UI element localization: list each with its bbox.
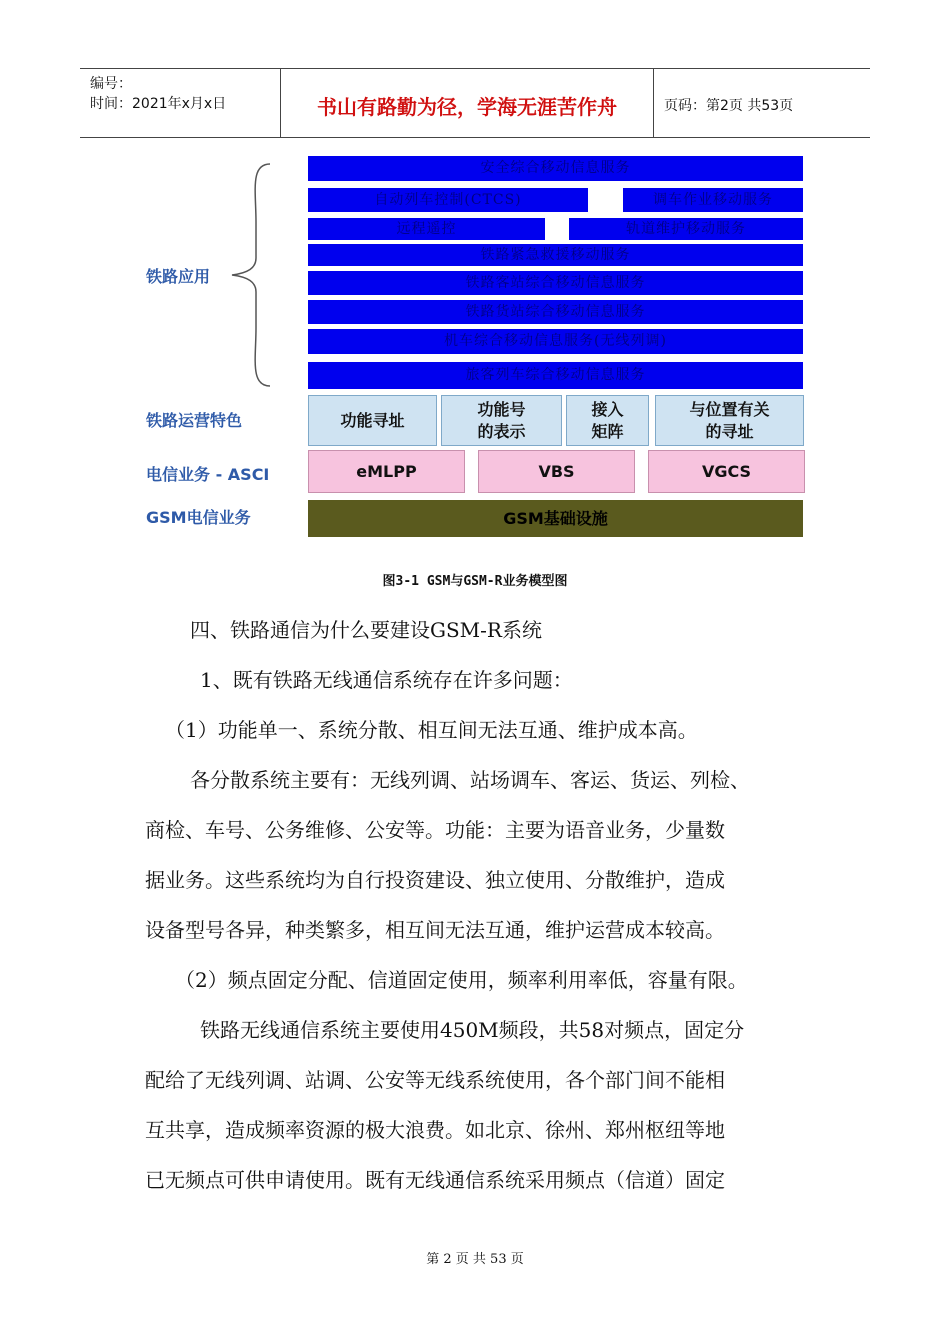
app-bar-ctcs: 自动列车控制(CTCS) [308, 188, 588, 212]
paragraph-line: 铁路无线通信系统主要使用450M频段，共58对频点，固定分 [200, 1018, 745, 1042]
header-left-cell [80, 69, 281, 137]
app-bar-passenger-train: 旅客列车综合移动信息服务 [308, 362, 803, 389]
paragraph-line: 互共享，造成频率资源的极大浪费。如北京、徐州、郑州枢纽等地 [145, 1118, 725, 1142]
page-info: 页码：第2页 共53页 [664, 98, 794, 114]
app-bar-passenger-station: 铁路客站综合移动信息服务 [308, 271, 803, 295]
paragraph-line: 据业务。这些系统均为自行投资建设、独立使用、分散维护，造成 [145, 868, 725, 892]
paragraph-line: 配给了无线列调、站调、公安等无线系统使用，各个部门间不能相 [145, 1068, 725, 1092]
telecom-vbs: VBS [478, 450, 635, 493]
label-asci: 电信业务 - ASCI [146, 465, 270, 484]
figure-caption: 图3-1 GSM与GSM-R业务模型图 [382, 574, 568, 589]
paragraph-line: （1）功能单一、系统分散、相互间无法互通、维护成本高。 [165, 718, 698, 742]
gsm-infrastructure: GSM基础设施 [308, 500, 803, 537]
header-center-cell [281, 69, 654, 137]
feature-location-addressing: 与位置有关 的寻址 [655, 395, 804, 446]
app-bar-locomotive: 机车综合移动信息服务(无线列调) [308, 329, 803, 354]
brace-icon [228, 162, 272, 388]
telecom-vgcs: VGCS [648, 450, 805, 493]
app-bar-freight-station: 铁路货站综合移动信息服务 [308, 300, 803, 324]
paragraph-line: 各分散系统主要有：无线列调、站场调车、客运、货运、列检、 [190, 768, 750, 792]
paragraph-line: （2）频点固定分配、信道固定使用，频率利用率低，容量有限。 [175, 968, 748, 992]
app-bar-track: 轨道维护移动服务 [569, 218, 803, 240]
app-bar-shunting: 调车作业移动服务 [623, 188, 803, 212]
section-heading: 四、铁路通信为什么要建设GSM-R系统 [190, 618, 542, 642]
header-right-cell [654, 69, 870, 137]
paragraph-line: 已无频点可供申请使用。既有无线通信系统采用频点（信道）固定 [145, 1168, 725, 1192]
paragraph-line: 1、既有铁路无线通信系统存在许多问题： [200, 668, 573, 692]
label-gsm: GSM电信业务 [146, 508, 251, 527]
motto: 书山有路勤为径，学海无涯苦作舟 [317, 95, 617, 119]
paragraph-line: 设备型号各异，种类繁多，相互间无法互通，维护运营成本较高。 [145, 918, 725, 942]
paragraph-line: 商检、车号、公务维修、公安等。功能：主要为语音业务，少量数 [145, 818, 725, 842]
time-label: 时间：2021年x月x日 [90, 96, 227, 112]
page-footer: 第 2 页 共 53 页 [426, 1252, 524, 1267]
app-bar-remote: 远程遥控 [308, 218, 545, 240]
app-bar-safety: 安全综合移动信息服务 [308, 156, 803, 181]
telecom-emlpp: eMLPP [308, 450, 465, 493]
feature-access-matrix: 接入 矩阵 [566, 395, 649, 446]
feature-function-number: 功能号 的表示 [441, 395, 562, 446]
header-table [80, 68, 870, 138]
label-rail-app: 铁路应用 [146, 267, 211, 286]
code-label: 编号： [90, 76, 132, 92]
app-bar-emergency: 铁路紧急救援移动服务 [308, 244, 803, 266]
label-rail-features: 铁路运营特色 [146, 411, 243, 430]
feature-function-addressing: 功能寻址 [308, 395, 437, 446]
